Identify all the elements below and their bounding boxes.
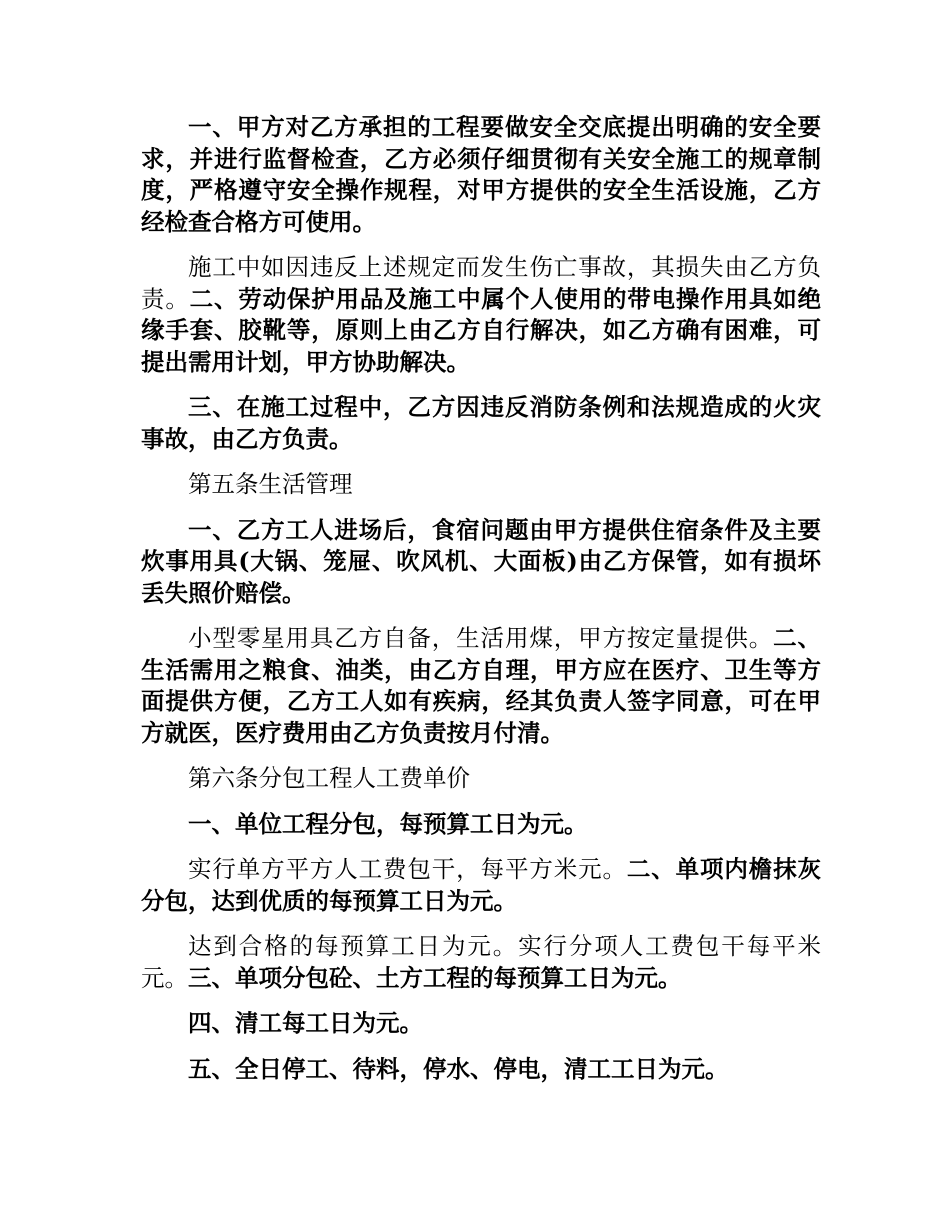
paragraph-segment: 五、全日停工、待料，停水、停电，清工工日为元。 bbox=[188, 1054, 729, 1083]
section-heading-living-management bbox=[141, 469, 821, 501]
paragraph-clear-work bbox=[141, 1008, 821, 1040]
paragraph-safety-requirements bbox=[141, 112, 821, 238]
paragraph-segment: 三、单项分包砼、土方工程的每预算工日为元。 bbox=[188, 963, 682, 992]
paragraph-supplies-medical bbox=[141, 623, 821, 749]
paragraph-fire-liability bbox=[141, 392, 821, 455]
paragraph-segment: 四、清工每工日为元。 bbox=[188, 1009, 423, 1037]
paragraph-segment: 第五条生活管理 bbox=[188, 470, 353, 498]
paragraph-segment: 三、在施工过程中，乙方因违反消防条例和法规造成的火灾事故，由乙方负责。 bbox=[141, 393, 821, 453]
paragraph-accommodation bbox=[141, 515, 821, 610]
document-body bbox=[141, 112, 821, 1099]
paragraph-segment: 达到合格的每预算工日为元。实行分项人工费包干每平米元。 bbox=[141, 932, 821, 992]
paragraph-segment: 一、甲方对乙方承担的工程要做安全交底提出明确的安全要求，并进行监督检查，乙方必须仔细贯彻有关安全施工的规章制度，严格遵守安全操作规程，对甲方提供的安全生活设施，乙方经检查合格方可使用。 bbox=[141, 113, 821, 236]
paragraph-segment: 一、乙方工人进场后，食宿问题由甲方提供住宿条件及主要炊事用具(大锅、笼屉、吹风机、大面板)由乙方保管，如有损坏丢失照价赔偿。 bbox=[141, 515, 821, 607]
paragraph-segment: 小型零星用具乙方自备，生活用煤，甲方按定量提供。 bbox=[188, 624, 774, 652]
paragraph-unit-project bbox=[141, 809, 821, 841]
paragraph-segment: 二、劳动保护用品及施工中属个人使用的带电操作用具如绝缘手套、胶靴等，原则上由乙方自行解决，如乙方确有困难，可提出需用计划，甲方协助解决。 bbox=[141, 284, 822, 376]
paragraph-segment: 一、单位工程分包，每预算工日为元。 bbox=[188, 809, 588, 838]
paragraph-segment: 实行单方平方人工费包干，每平方米元。 bbox=[188, 855, 627, 883]
paragraph-segment: 施工中如因违反上述规定而发生伤亡事故，其损失由乙方负责。 bbox=[141, 253, 821, 313]
paragraph-concrete-earthwork bbox=[141, 931, 821, 994]
paragraph-accident-liability bbox=[141, 252, 821, 378]
section-heading-labor-cost bbox=[141, 763, 821, 795]
paragraph-segment: 二、生活需用之粮食、油类，由乙方自理，甲方应在医疗、卫生等方面提供方便，乙方工人如有疾病，经其负责人签字同意，可在甲方就医，医疗费用由乙方负责按月付清。 bbox=[141, 624, 822, 747]
paragraph-plastering bbox=[141, 854, 821, 917]
paragraph-segment: 二、单项内檐抹灰分包，达到优质的每预算工日为元。 bbox=[141, 855, 822, 915]
paragraph-work-stoppage bbox=[141, 1054, 821, 1086]
paragraph-segment: 第六条分包工程人工费单价 bbox=[188, 764, 470, 792]
